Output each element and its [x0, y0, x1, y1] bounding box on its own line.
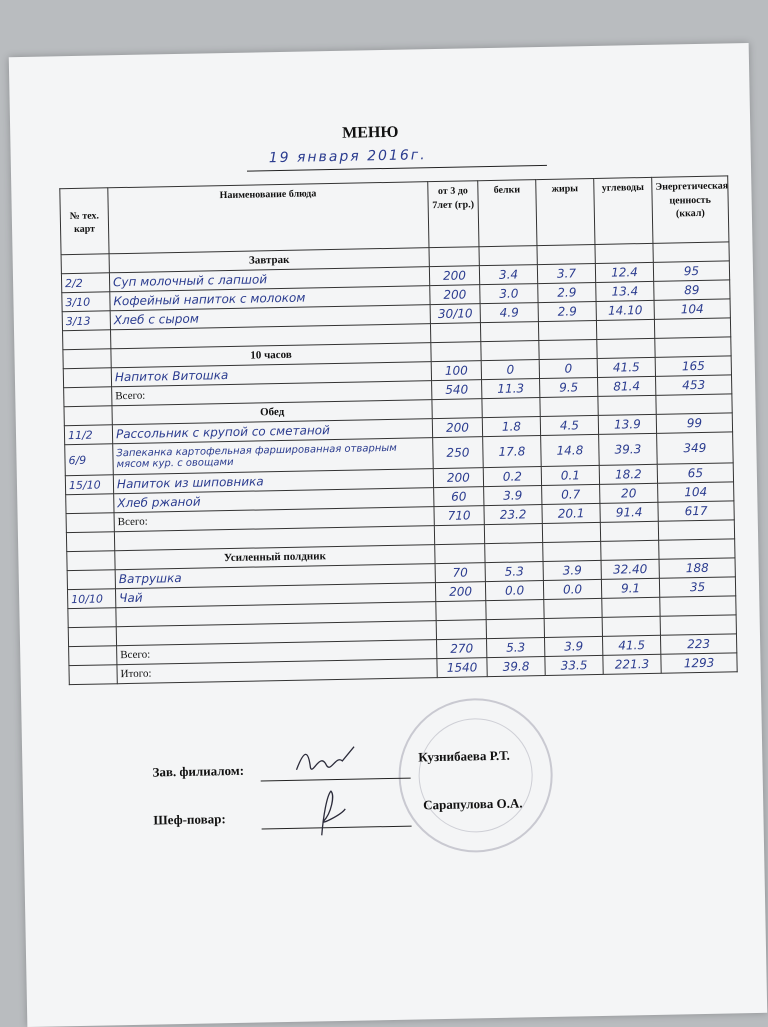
- total-portion: 710: [434, 506, 484, 526]
- row-energy: 104: [658, 482, 734, 502]
- row-fat: 0: [539, 358, 597, 378]
- head-signature-mark: [290, 741, 361, 782]
- header-fat: жиры: [536, 178, 595, 245]
- row-protein: 4.9: [480, 303, 538, 323]
- row-dish: Напиток Витошка: [111, 362, 431, 387]
- total-protein: 23.2: [484, 505, 542, 525]
- row-fat: 3.7: [537, 263, 595, 283]
- row-fat: 0.7: [542, 484, 600, 504]
- row-dish: Ватрушка: [115, 564, 435, 589]
- row-carbs: 32.40: [601, 559, 659, 579]
- chef-name: Сарапулова О.А.: [423, 795, 523, 813]
- row-carbs: 9.1: [601, 578, 659, 598]
- head-name: Кузнибаева Р.Т.: [418, 747, 510, 765]
- row-code: 3/10: [62, 292, 110, 312]
- header-protein: белки: [478, 180, 537, 247]
- row-code: 15/10: [65, 475, 113, 495]
- total-label: Всего:: [117, 640, 437, 665]
- total-portion: 270: [437, 639, 487, 659]
- row-portion: 100: [431, 361, 481, 381]
- row-portion: 60: [434, 487, 484, 507]
- header-code: № тех. карт: [60, 188, 109, 255]
- header-energy: Энергетическая ценность (ккал): [652, 176, 729, 243]
- row-protein: 0: [481, 360, 539, 380]
- total-fat: 20.1: [542, 503, 600, 523]
- chef-label: Шеф-повар:: [153, 811, 226, 828]
- total-energy: 223: [660, 634, 736, 654]
- page-title: МЕНЮ: [341, 123, 399, 142]
- header-carbs: углеводы: [594, 177, 653, 244]
- row-dish: Рассольник с крупой со сметаной: [112, 419, 432, 444]
- grand-protein: 39.8: [487, 657, 545, 677]
- row-portion: 30/10: [430, 304, 480, 324]
- row-portion: 200: [433, 468, 483, 488]
- menu-table: [59, 175, 737, 685]
- row-protein: 17.8: [483, 436, 542, 468]
- row-dish: Хлеб ржаной: [114, 488, 434, 513]
- row-code: 3/13: [62, 311, 110, 331]
- row-portion: 70: [435, 563, 485, 583]
- total-fat: 9.5: [540, 377, 598, 397]
- row-protein: 0.2: [483, 467, 541, 487]
- row-code: 10/10: [67, 589, 115, 609]
- row-carbs: 20: [600, 483, 658, 503]
- row-dish: Запеканка картофельная фаршированная отварным мясом кур. с овощами: [113, 438, 434, 475]
- section-breakfast: Завтрак: [109, 248, 429, 273]
- row-fat: 0.0: [543, 579, 601, 599]
- chef-signature-line: [261, 810, 411, 830]
- row-fat: 14.8: [541, 434, 600, 466]
- grand-fat: 33.5: [545, 655, 603, 675]
- row-fat: 3.9: [543, 560, 601, 580]
- row-energy: 95: [653, 261, 729, 281]
- row-fat: 2.9: [538, 282, 596, 302]
- row-portion: 200: [435, 582, 485, 602]
- header-portion: от 3 до 7лет (гр.): [428, 181, 479, 248]
- row-protein: 0.0: [485, 581, 543, 601]
- row-portion: 250: [433, 437, 484, 469]
- row-protein: 3.0: [480, 284, 538, 304]
- row-carbs: 41.5: [597, 357, 655, 377]
- row-energy: 99: [656, 413, 732, 433]
- head-signature-line: [260, 762, 410, 782]
- official-stamp: [397, 697, 554, 854]
- row-fat: 0.1: [541, 465, 599, 485]
- chef-signature-mark: [301, 785, 362, 846]
- grand-total-label: Итого:: [117, 659, 437, 684]
- row-code: 11/2: [64, 425, 112, 445]
- row-portion: 200: [429, 266, 479, 286]
- total-carbs: 41.5: [602, 635, 660, 655]
- total-label: Всего:: [114, 507, 434, 532]
- row-energy: 35: [659, 577, 735, 597]
- row-protein: 3.9: [484, 486, 542, 506]
- grand-energy: 1293: [661, 653, 737, 673]
- row-energy: 89: [654, 280, 730, 300]
- row-dish: Напиток из шиповника: [113, 469, 433, 494]
- row-portion: 200: [432, 418, 482, 438]
- total-label: Всего:: [112, 381, 432, 406]
- total-portion: 540: [432, 380, 482, 400]
- section-lunch: Обед: [112, 400, 432, 425]
- row-dish: Суп молочный с лапшой: [109, 267, 429, 292]
- row-energy: 104: [654, 299, 730, 319]
- row-protein: 3.4: [479, 265, 537, 285]
- row-energy: 165: [655, 356, 731, 376]
- total-protein: 11.3: [482, 379, 540, 399]
- total-protein: 5.3: [487, 638, 545, 658]
- row-energy: 65: [657, 463, 733, 483]
- section-snack: Усиленный полдник: [115, 545, 435, 570]
- row-energy: 188: [659, 558, 735, 578]
- row-carbs: 39.3: [599, 433, 658, 465]
- row-portion: 200: [430, 285, 480, 305]
- row-carbs: 14.10: [596, 300, 654, 320]
- row-code: 2/2: [61, 273, 109, 293]
- row-fat: 2.9: [538, 301, 596, 321]
- total-carbs: 81.4: [598, 376, 656, 396]
- header-name: Наименование блюда: [108, 182, 429, 254]
- menu-sheet: [9, 43, 767, 1027]
- row-protein: 5.3: [485, 562, 543, 582]
- row-dish: Чай: [115, 583, 435, 608]
- grand-carbs: 221.3: [603, 654, 661, 674]
- grand-portion: 1540: [437, 658, 487, 678]
- head-label: Зав. филиалом:: [152, 762, 245, 780]
- row-carbs: 13.9: [598, 414, 656, 434]
- section-ten: 10 часов: [111, 343, 431, 368]
- menu-date: 19 января 2016г.: [268, 147, 427, 167]
- row-protein: 1.8: [482, 417, 540, 437]
- row-carbs: 13.4: [596, 281, 654, 301]
- total-energy: 617: [658, 501, 734, 521]
- total-energy: 453: [656, 375, 732, 395]
- total-fat: 3.9: [544, 636, 602, 656]
- row-carbs: 12.4: [595, 262, 653, 282]
- total-carbs: 91.4: [600, 502, 658, 522]
- row-dish: Кофейный напиток с молоком: [110, 286, 430, 311]
- date-line: [247, 143, 547, 172]
- row-fat: 4.5: [540, 415, 598, 435]
- row-dish: Хлеб с сыром: [110, 305, 430, 330]
- row-carbs: 18.2: [599, 464, 657, 484]
- row-code: 6/9: [65, 444, 114, 476]
- row-energy: 349: [657, 432, 734, 464]
